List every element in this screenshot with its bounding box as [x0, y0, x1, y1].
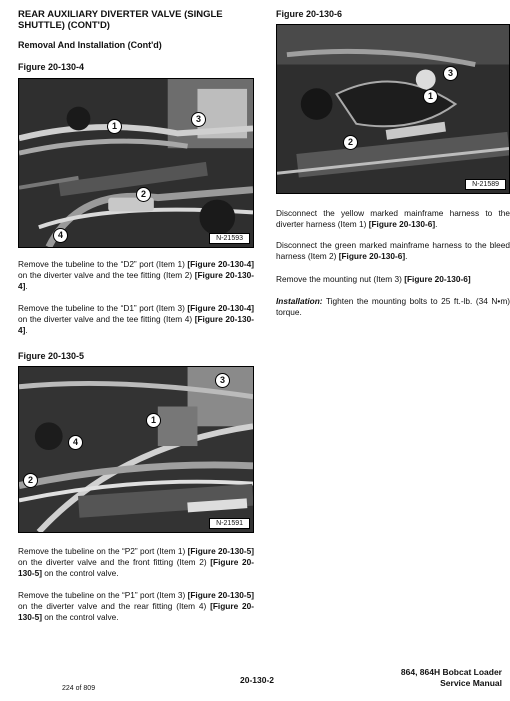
page-number: 20-130-2: [240, 675, 275, 685]
callout-2: 2: [23, 473, 38, 488]
callout-3: 3: [215, 373, 230, 388]
callout-3: 3: [191, 112, 206, 127]
manual-info: [401, 667, 502, 689]
figure-5-illustration: [19, 367, 253, 532]
callout-1: 1: [107, 119, 122, 134]
callout-4: 4: [68, 435, 83, 450]
figure-label-5: Figure 20-130-5: [18, 351, 85, 361]
figure-id-6: N-21589: [465, 179, 506, 190]
figure-label-4: Figure 20-130-4: [18, 62, 85, 72]
callout-3: 3: [443, 66, 458, 81]
figure-photo-4: [18, 78, 254, 248]
instruction-p1: Remove the tubeline on the “P1” port (Item 3) [Figure 20-130-5] on the diverter valve and the rear fitting (Item 4) [Figure 20-130-5] on the control valve.: [18, 590, 254, 622]
instruction-p2: Remove the tubeline on the “P2” port (Item 1) [Figure 20-130-5] on the diverter valve and the front fitting (Item 2) [Figure 20-130-5] on the control valve.: [18, 546, 254, 578]
model-name: 864, 864H Bobcat Loader: [400, 667, 502, 677]
figure-id-4: N-21593: [209, 233, 250, 244]
instruction-d1: Remove the tubeline to the “D1” port (Item 3) [Figure 20-130-4] on the diverter valve and the tee fitting (Item 4) [Figure 20-130-4].: [18, 303, 254, 335]
figure-label-6: Figure 20-130-6: [276, 9, 343, 19]
subheading: Removal And Installation (Cont'd): [18, 40, 162, 50]
manual-name: Service Manual: [440, 678, 502, 688]
figure-photo-5: [18, 366, 254, 533]
figure-6-illustration: [277, 25, 509, 193]
figure-4-illustration: [19, 79, 253, 247]
figure-id-5: N-21591: [209, 518, 250, 529]
page-count: 224 of 809: [62, 685, 96, 692]
instruction-d2: Remove the tubeline to the “D2” port (Item 1) [Figure 20-130-4] on the diverter valve and the tee fitting (Item 2) [Figure 20-130-4].: [18, 259, 254, 291]
section-title: REAR AUXILIARY DIVERTER VALVE (SINGLE SHUTTLE) (CONT'D): [18, 9, 223, 31]
instruction-installation: Installation: Tighten the mounting bolts to 25 ft.-lb. (34 N•m) torque.: [276, 296, 510, 317]
figure-photo-6: [276, 24, 510, 194]
callout-1: 1: [146, 413, 161, 428]
instruction-mounting-nut: Remove the mounting nut (Item 3) [Figure 20-130-6]: [276, 274, 471, 284]
callout-4: 4: [53, 228, 68, 243]
instruction-yellow-harness: Disconnect the yellow marked mainframe harness to the diverter harness (Item 1) [Figure 20-130-6].: [276, 208, 510, 229]
instruction-green-harness: Disconnect the green marked mainframe harness to the bleed harness (Item 2) [Figure 20-130-6].: [276, 240, 510, 261]
callout-1: 1: [423, 89, 438, 104]
callout-2: 2: [136, 187, 151, 202]
callout-2: 2: [343, 135, 358, 150]
